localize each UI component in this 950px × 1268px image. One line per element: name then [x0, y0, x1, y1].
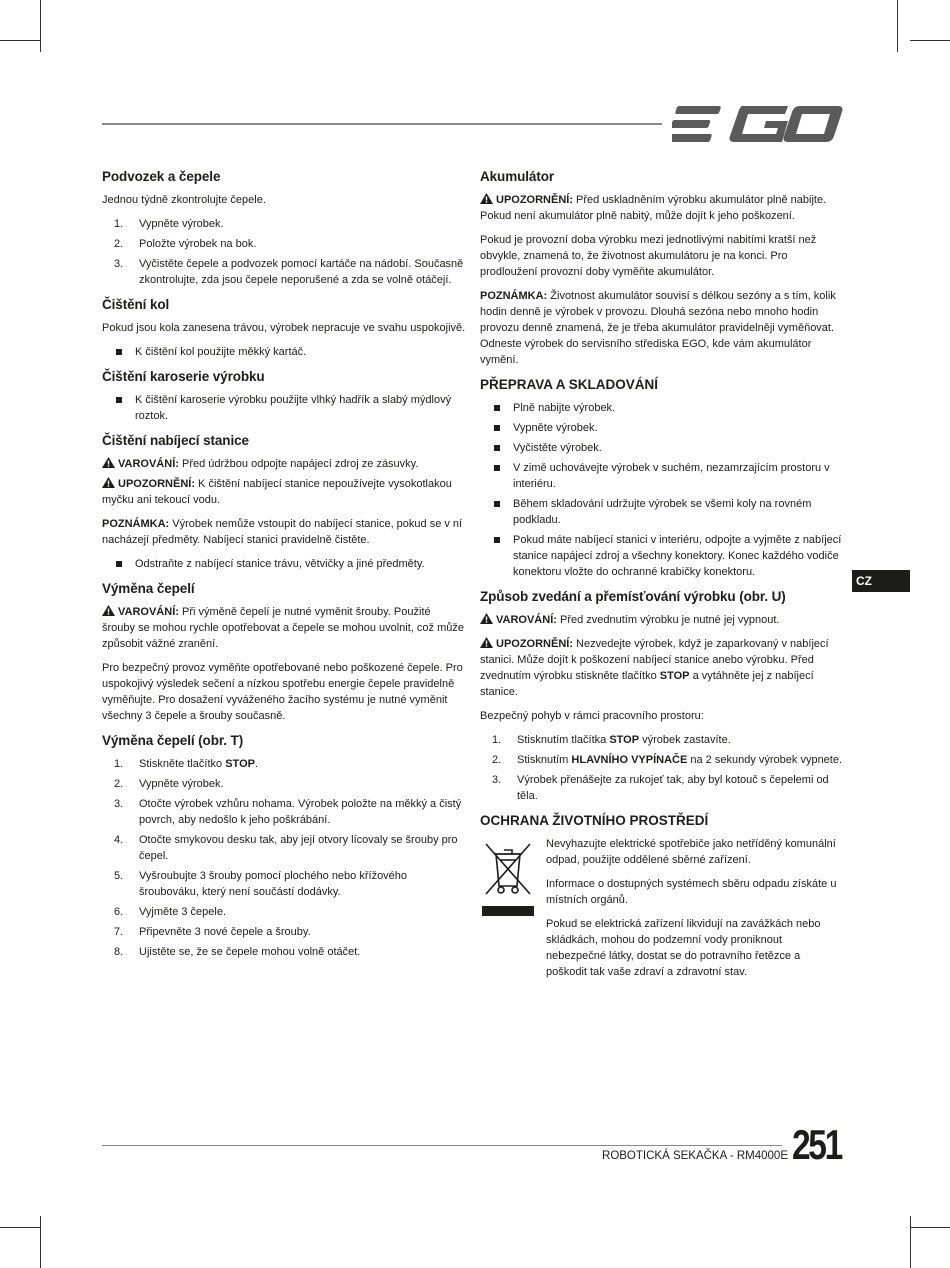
crop-mark	[910, 1216, 911, 1268]
warning-icon	[102, 457, 115, 468]
warning-icon	[480, 613, 493, 624]
caution-paragraph: UPOZORNĚNÍ: Nezvedejte výrobek, když je zaparkovaný v nabíjecí stanici. Může dojít k poškození nabíjecí stanice anebo výrobku. Před zvednutím výrobku stiskněte tlačítko STOP a vytáhněte jej z nabíjecí stanice.	[480, 638, 829, 698]
crop-mark	[0, 1227, 40, 1228]
left-column	[102, 168, 466, 968]
section-title: Podvozek a čepele	[102, 169, 221, 184]
crop-mark	[897, 0, 898, 52]
list-item: 2. Vypněte výrobek.	[114, 778, 224, 790]
warning-icon	[102, 477, 115, 488]
warning-paragraph: VAROVÁNÍ: Před údržbou odpojte napájecí zdroj ze zásuvky.	[102, 456, 466, 472]
list-item: Během skladování udržujte výrobek se všemi koly na rovném podkladu.	[480, 496, 844, 528]
crop-mark	[910, 1227, 950, 1228]
note-paragraph: POZNÁMKA: Životnost akumulátor souvisí s délkou sezóny a s tím, kolik hodin denně je výrobek v provozu. Dlouhá sezóna nebo mnoho hodin provozu denně znamená, že je třeba akumulátor pravidelněji vyměňovat. Odneste výrobek do servisního střediska EGO, kde vám akumulátor vymění.	[480, 290, 836, 366]
warning-icon	[480, 637, 493, 648]
paragraph: Bezpečný pohyb v rámci pracovního prostoru:	[480, 710, 704, 722]
crop-mark	[40, 1216, 41, 1268]
paragraph: Informace o dostupných systémech sběru odpadu získáte u místních orgánů.	[546, 878, 837, 906]
warning-icon	[102, 605, 115, 616]
list-item: 1. Stisknutím tlačítka STOP výrobek zastavíte.	[492, 734, 731, 746]
numbered-list	[480, 732, 844, 804]
right-column	[480, 168, 844, 988]
list-item: Odstraňte z nabíjecí stanice trávu, větvičky a jiné předměty.	[102, 556, 466, 572]
note-paragraph: POZNÁMKA: Výrobek nemůže vstoupit do nabíjecí stanice, pokud se v ní nacházejí předměty. Nabíjecí stanici pravidelně čistěte.	[102, 518, 463, 546]
list-item: 8. Ujistěte se, že se čepele mohou volně otáčet.	[114, 946, 361, 958]
weee-bin-icon	[480, 836, 536, 920]
page-number: 251	[792, 1121, 841, 1168]
ego-logo	[672, 104, 844, 144]
section-title: PŘEPRAVA A SKLADOVÁNÍ	[480, 377, 659, 392]
section-title: Čištění nabíjecí stanice	[102, 433, 249, 448]
crop-mark	[0, 40, 40, 41]
section-title: Čištění kol	[102, 297, 170, 312]
list-item: 6. Vyjměte 3 čepele.	[114, 906, 227, 918]
section-title: Způsob zvedání a přemísťování výrobku (obr. U)	[480, 589, 786, 604]
section-title: Akumulátor	[480, 169, 555, 184]
list-item: K čištění kol použijte měkký kartáč.	[102, 344, 466, 360]
bullet-list	[102, 556, 466, 572]
list-item: 3. Vyčistěte čepele a podvozek pomocí kartáče na nádobí. Současně zkontrolujte, zda jsou čepele neporušené a zda se volně otáčejí.	[114, 258, 464, 286]
list-item: Vyčistěte výrobek.	[480, 440, 844, 456]
paragraph: Pokud jsou kola zanesena trávou, výrobek nepracuje ve svahu uspokojivě.	[102, 322, 466, 334]
paragraph: Pro bezpečný provoz vyměňte opotřebované nebo poškozené čepele. Pro uspokojivý výsledek sečení a nízkou spotřebu energie čepele pravidelně vyměňujte. Pro dosažení vyváženého žacího systému je nutné vyměnit všechny 3 čepele a šrouby současně.	[102, 662, 463, 722]
caution-paragraph: UPOZORNĚNÍ: K čištění nabíjecí stanice nepoužívejte vysokotlakou myčku ani tekoucí vodu.	[102, 478, 452, 506]
numbered-list	[102, 216, 466, 288]
footer-product: ROBOTICKÁ SEKAČKA - RM4000E	[602, 1150, 788, 1162]
list-item: 2. Položte výrobek na bok.	[114, 238, 257, 250]
list-item: Pokud máte nabíjecí stanici v interiéru, odpojte a vyjměte z nabíjecí stanice napájecí zdroj a všechny konektory. Konec každého vodiče konektoru vložte do ochranné krabičky konektoru.	[480, 532, 844, 580]
paragraph: Jednou týdně zkontrolujte čepele.	[102, 194, 266, 206]
list-item: 5. Vyšroubujte 3 šrouby pomocí plochého nebo křížového šroubováku, který není součástí dodávky.	[114, 870, 408, 898]
bullet-list	[102, 392, 466, 424]
paragraph: Nevyhazujte elektrické spotřebiče jako netříděný komunální odpad, použijte oddělené sběrné zařízení.	[546, 838, 836, 866]
footer-rule	[102, 1145, 782, 1146]
section-title: Výměna čepelí (obr. T)	[102, 733, 244, 748]
paragraph: Pokud je provozní doba výrobku mezi jednotlivými nabitími kratší než obvykle, znamená to, že životnost akumulátoru je na konci. Pro prodloužení provozní doby vyměňte akumulátor.	[480, 234, 817, 278]
bullet-list	[102, 344, 466, 360]
section-title: OCHRANA ŽIVOTNÍHO PROSTŘEDÍ	[480, 813, 709, 828]
list-item: 3. Otočte výrobek vzhůru nohama. Výrobek položte na měkký a čistý povrch, aby nedošlo k jeho poškrábání.	[114, 798, 462, 826]
crop-mark	[910, 40, 950, 41]
bullet-list	[480, 400, 844, 580]
crop-mark	[40, 0, 41, 52]
environment-block	[480, 836, 844, 980]
language-tab: CZ	[852, 570, 910, 592]
header-rule	[102, 123, 662, 125]
list-item: 1. Stiskněte tlačítko STOP.	[114, 758, 259, 770]
list-item: 4. Otočte smykovou desku tak, aby její otvory lícovaly se šrouby pro čepel.	[114, 834, 458, 862]
warning-paragraph: VAROVÁNÍ: Při výměně čepelí je nutné vyměnit šrouby. Použité šrouby se mohou rychle opotřebovat a čepele se mohou uvolnit, což může způsobit vážné zranění.	[102, 606, 464, 650]
paragraph: Pokud se elektrická zařízení likvidují na zavážkách nebo skládkách, mohou do podzemní vody proniknout nebezpečné látky, dostat se do potravního řetězce a poškodit tak vaše zdraví a zdravotní stav.	[546, 918, 821, 978]
warning-paragraph: VAROVÁNÍ: Před zvednutím výrobku je nutné jej vypnout.	[480, 612, 844, 628]
list-item: Plně nabijte výrobek.	[480, 400, 844, 416]
list-item: 3. Výrobek přenášejte za rukojeť tak, aby byl kotouč s čepelemi od těla.	[492, 774, 829, 802]
list-item: 7. Připevněte 3 nové čepele a šrouby.	[114, 926, 311, 938]
list-item: K čištění karoserie výrobku použijte vlhký hadřík a slabý mýdlový roztok.	[102, 392, 466, 424]
list-item: 1. Vypněte výrobek.	[114, 218, 224, 230]
section-title: Čištění karoserie výrobku	[102, 369, 265, 384]
numbered-list	[102, 756, 466, 960]
list-item: V zimě uchovávejte výrobek v suchém, nezamrzajícím prostoru v interiéru.	[480, 460, 844, 492]
section-title: Výměna čepelí	[102, 581, 195, 596]
warning-icon	[480, 193, 493, 204]
list-item: Vypněte výrobek.	[480, 420, 844, 436]
caution-paragraph: UPOZORNĚNÍ: Před uskladněním výrobku akumulátor plně nabijte. Pokud není akumulátor plně nabitý, může dojít k jeho poškození.	[480, 194, 827, 222]
list-item: 2. Stisknutím HLAVNÍHO VYPÍNAČE na 2 sekundy výrobek vypnete.	[492, 754, 843, 766]
